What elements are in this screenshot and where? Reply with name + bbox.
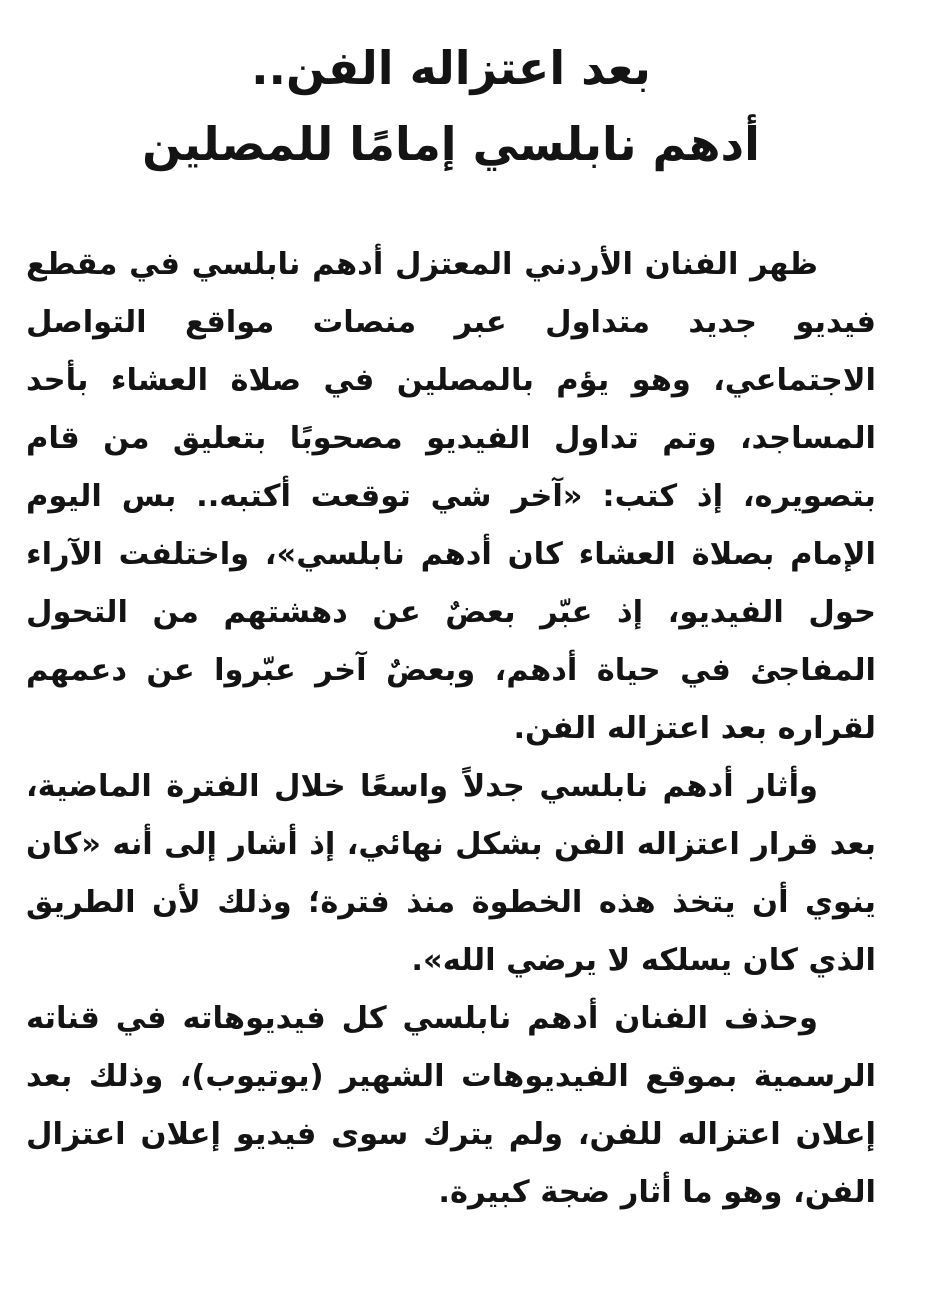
headline [26,30,876,182]
headline-line-1: بعد اعتزاله الفن.. [251,41,651,95]
headline-line-2: أدهم نابلسي إمامًا للمصلين [142,117,760,171]
paragraph-1: ظهر الفنان الأردني المعتزل أدهم نابلسي في مقطع فيديو جديد متداول عبر منصات مواقع التواصل الاجتماعي، وهو يؤم بالمصلين في صلاة العشاء بأحد المساجد، وتم تداول الفيديو مصحوبًا بتعليق من قام بتصويره، إذ كتب: «آخر شي توقعت أكتبه.. بس اليوم الإمام بصلاة العشاء كان أدهم نابلسي»، واختلفت الآراء حول الفيديو، إذ عبّر بعضٌ عن دهشتهم من التحول المفاجئ في حياة أدهم، وبعضٌ آخر عبّروا عن دعمهم لقراره بعد اعتزاله الفن. [26,247,876,746]
article [26,30,876,1312]
article-body [26,236,876,1222]
paragraph-3: وحذف الفنان أدهم نابلسي كل فيديوهاته في قناته الرسمية بموقع الفيديوهات الشهير (يوتيوب)، وذلك بعد إعلان اعتزاله للفن، ولم يترك سوى فيديو إعلان اعتزال الفن، وهو ما أثار ضجة كبيرة. [26,1001,876,1210]
paragraph-2: وأثار أدهم نابلسي جدلاً واسعًا خلال الفترة الماضية، بعد قرار اعتزاله الفن بشكل نهائي، إذ أشار إلى أنه «كان ينوي أن يتخذ هذه الخطوة منذ فترة؛ وذلك لأن الطريق الذي كان يسلكه لا يرضي الله». [26,769,876,978]
